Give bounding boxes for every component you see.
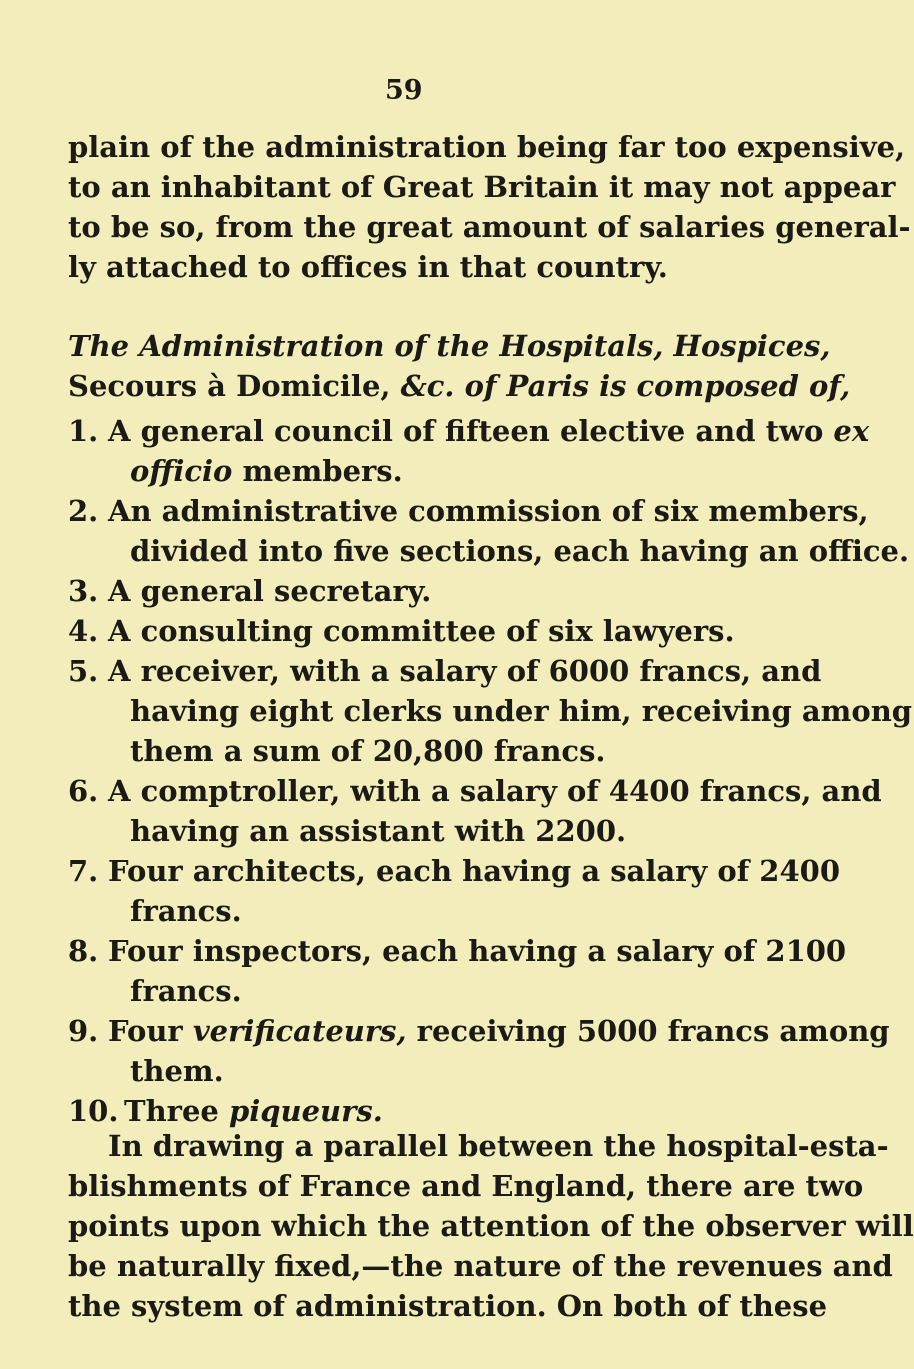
list-item: [68, 411, 870, 491]
section-heading: [68, 326, 851, 406]
text-line: to an inhabitant of Great Britain it may not appear: [68, 170, 896, 204]
text-line: In drawing a parallel between the hospital-esta-: [108, 1129, 889, 1163]
list-text-italic: ex: [833, 414, 870, 448]
list-text: having eight clerks under him, receiving among: [130, 694, 913, 728]
list-text: A comptroller, with a salary of 4400 francs, and: [108, 774, 882, 808]
heading-text: Secours à Domicile,: [68, 369, 401, 403]
list-number: 4.: [68, 614, 99, 648]
list-text: receiving 5000 francs among: [406, 1014, 890, 1048]
list-text-italic: verificateurs,: [192, 1014, 407, 1048]
list-item: [68, 771, 882, 851]
heading-line: The Administration of the Hospitals, Hospices,: [68, 329, 831, 363]
list-number: 10.: [68, 1094, 119, 1128]
list-number: 6.: [68, 774, 99, 808]
text-line: be naturally fixed,—the nature of the revenues and: [68, 1249, 893, 1283]
list-number: 5.: [68, 654, 99, 688]
list-text: Three: [124, 1094, 229, 1128]
list-text-italic: piqueurs.: [228, 1094, 383, 1128]
intro-paragraph: [68, 127, 911, 287]
list-text: A general council of fifteen elective and two: [108, 414, 834, 448]
numbered-list: [68, 411, 913, 1131]
list-text: francs.: [130, 894, 242, 928]
text-line: points upon which the attention of the observer will: [68, 1209, 914, 1243]
list-text: francs.: [130, 974, 242, 1008]
list-item: [68, 931, 847, 1011]
list-number: 2.: [68, 494, 99, 528]
list-text: A consulting committee of six lawyers.: [108, 614, 735, 648]
text-line: blishments of France and England, there are two: [68, 1169, 864, 1203]
list-item: [68, 1011, 890, 1091]
list-number: 1.: [68, 414, 99, 448]
text-line: ly attached to offices in that country.: [68, 250, 668, 284]
list-number: 7.: [68, 854, 99, 888]
list-item: [68, 651, 913, 771]
list-text: them.: [130, 1054, 224, 1088]
list-text: A general secretary.: [108, 574, 432, 608]
list-text: A receiver, with a salary of 6000 francs, and: [108, 654, 822, 688]
list-text: Four: [108, 1014, 193, 1048]
list-number: 3.: [68, 574, 99, 608]
list-item: [68, 491, 910, 571]
heading-text: &c. of Paris is composed of,: [400, 369, 851, 403]
text-line: to be so, from the great amount of salaries general-: [68, 210, 911, 244]
list-item: [68, 851, 840, 931]
list-text: Four inspectors, each having a salary of 2100: [108, 934, 847, 968]
list-text: them a sum of 20,800 francs.: [130, 734, 606, 768]
list-text: Four architects, each having a salary of 2400: [108, 854, 840, 888]
list-text: An administrative commission of six members,: [108, 494, 869, 528]
list-item: [68, 571, 738, 611]
list-item: [68, 1091, 738, 1131]
heading-line: [68, 366, 851, 406]
list-text: divided into five sections, each having an office.: [130, 534, 910, 568]
list-text: having an assistant with 2200.: [130, 814, 627, 848]
list-number: 8.: [68, 934, 99, 968]
closing-paragraph: [68, 1126, 914, 1326]
page-number: 59: [385, 75, 423, 106]
list-text-italic: officio: [130, 454, 233, 488]
list-text: members.: [232, 454, 403, 488]
list-item: [68, 611, 738, 651]
text-line: the system of administration. On both of these: [68, 1289, 828, 1323]
text-line: plain of the administration being far too expensive,: [68, 130, 906, 164]
list-number: 9.: [68, 1014, 99, 1048]
